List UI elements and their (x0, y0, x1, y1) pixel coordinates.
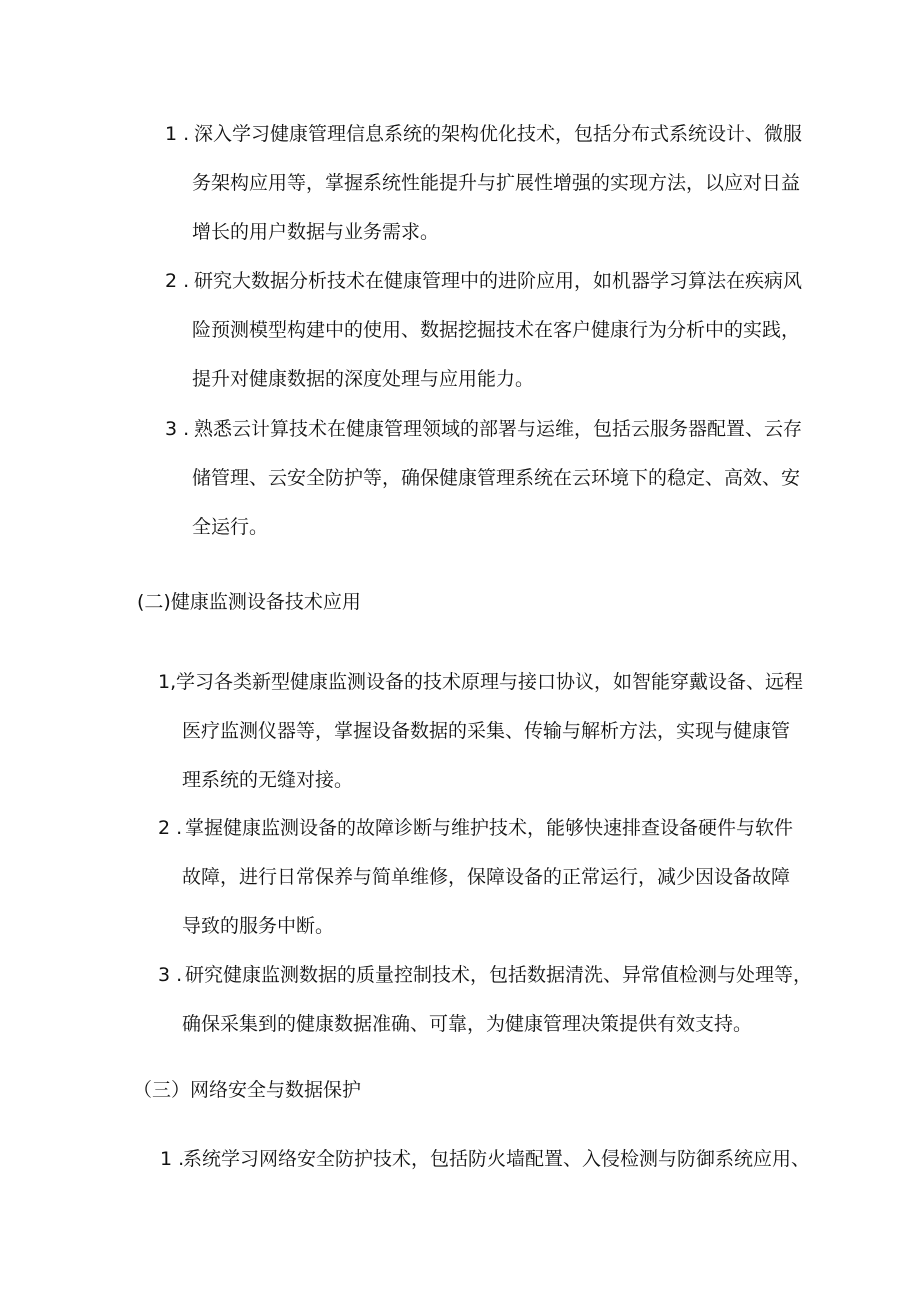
section-heading: （三）网络安全与数据保护 (133, 1079, 362, 1101)
item-number: 3 . (158, 964, 183, 986)
item-line: 确保采集到的健康数据准确、可靠，为健康管理决策提供有效支持。 (182, 1013, 753, 1035)
item-line: 故障，进行日常保养与简单维修，保障设备的正常运行，减少因设备故障 (182, 866, 791, 888)
section-heading: (二)健康监测设备技术应用 (137, 591, 361, 613)
item-number: 1, (158, 671, 177, 693)
item-line: 研究健康监测数据的质量控制技术，包括数据清洗、异常值检测与处理等， (185, 964, 813, 986)
item-number: 3 . (165, 418, 190, 440)
item-line: 储管理、云安全防护等，确保健康管理系统在云环境下的稳定、高效、安 (192, 467, 801, 489)
item-number: 2 . (165, 270, 190, 292)
item-line: 险预测模型构建中的使用、数据挖掘技术在客户健康行为分析中的实践， (192, 319, 801, 341)
item-number: 1 . (165, 123, 190, 145)
item-line: 理系统的无缝对接。 (182, 769, 354, 791)
item-line: 熟悉云计算技术在健康管理领域的部署与运维，包括云服务器配置、云存 (194, 418, 803, 440)
item-line: 研究大数据分析技术在健康管理中的进阶应用，如机器学习算法在疾病风 (194, 270, 803, 292)
item-line: 学习各类新型健康监测设备的技术原理与接口协议，如智能穿戴设备、远程 (176, 671, 804, 693)
item-line: 全运行。 (192, 516, 269, 538)
item-line: 医疗监测仪器等，掌握设备数据的采集、传输与解析方法，实现与健康管 (182, 720, 791, 742)
item-line: 深入学习健康管理信息系统的架构优化技术，包括分布式系统设计、微服 (194, 123, 803, 145)
item-line: 增长的用户数据与业务需求。 (192, 221, 440, 243)
item-line: 导致的服务中断。 (182, 915, 335, 937)
item-line: 务架构应用等，掌握系统性能提升与扩展性增强的实现方法，以应对日益 (192, 172, 801, 194)
item-number: 1 . (160, 1148, 185, 1170)
item-line: 提升对健康数据的深度处理与应用能力。 (192, 368, 535, 390)
item-line: 系统学习网络安全防护技术，包括防火墙配置、入侵检测与防御系统应用、 (183, 1148, 811, 1170)
item-number: 2 . (158, 817, 183, 839)
item-line: 掌握健康监测设备的故障诊断与维护技术，能够快速排查设备硬件与软件 (185, 817, 794, 839)
